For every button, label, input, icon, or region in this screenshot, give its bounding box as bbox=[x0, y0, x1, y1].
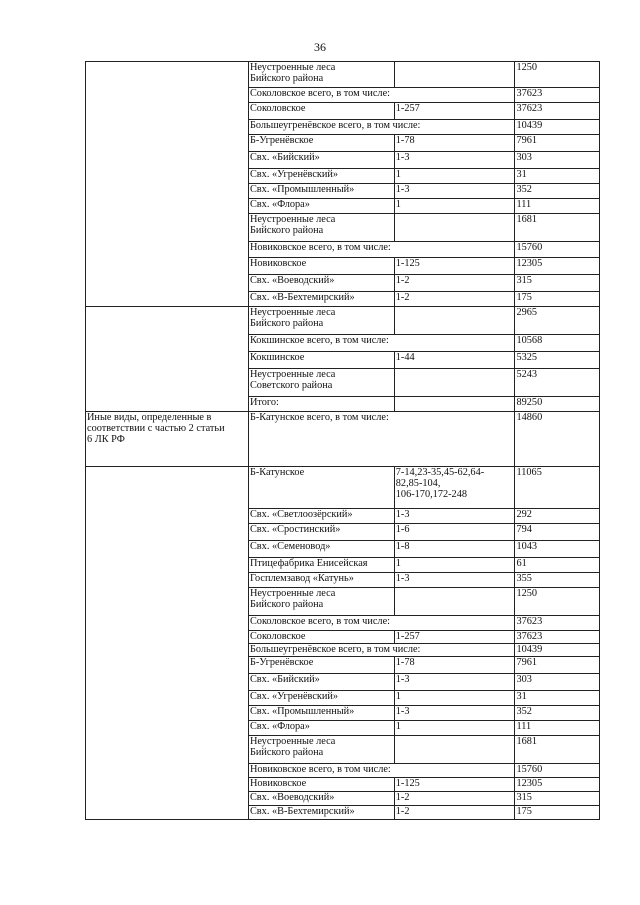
area-cell: 175 bbox=[515, 292, 600, 307]
table-row bbox=[86, 62, 600, 88]
area-cell: 10568 bbox=[515, 335, 600, 352]
area-cell: 1681 bbox=[515, 736, 600, 764]
area-cell: 315 bbox=[515, 275, 600, 292]
quarters-cell bbox=[394, 588, 515, 616]
quarters-cell: 1-78 bbox=[394, 657, 515, 674]
area-cell: 10439 bbox=[515, 644, 600, 657]
quarters-cell: 1-8 bbox=[394, 541, 515, 558]
forestry-name-cell: Свх. «Угренёвский» bbox=[248, 169, 394, 184]
area-cell: 5325 bbox=[515, 352, 600, 369]
forestry-name-cell: Свх. «Флора» bbox=[248, 721, 394, 736]
forestry-name-cell: Неустроенные леса Бийского района bbox=[248, 588, 394, 616]
forestry-table bbox=[85, 61, 600, 820]
forestry-total-cell: Соколовское всего, в том числе: bbox=[248, 88, 515, 103]
forestry-total-cell: Соколовское всего, в том числе: bbox=[248, 616, 515, 631]
area-cell: 10439 bbox=[515, 120, 600, 135]
quarters-cell bbox=[394, 307, 515, 335]
land-category-cell: Иные виды, определенные в соответствии с частью 2 статьи 6 ЛК РФ bbox=[86, 412, 249, 467]
area-cell: 352 bbox=[515, 706, 600, 721]
forestry-total-cell: Большеугренёвское всего, в том числе: bbox=[248, 120, 515, 135]
area-cell: 12305 bbox=[515, 258, 600, 275]
quarters-cell: 1-44 bbox=[394, 352, 515, 369]
area-cell: 12305 bbox=[515, 778, 600, 792]
forestry-name-cell: Кокшинское bbox=[248, 352, 394, 369]
area-cell: 31 bbox=[515, 169, 600, 184]
table-row bbox=[86, 412, 600, 467]
quarters-cell: 1-2 bbox=[394, 792, 515, 806]
quarters-cell: 7-14,23-35,45-62,64- 82,85-104, 106-170,172-248 bbox=[394, 467, 515, 509]
forestry-name-cell: Неустроенные леса Бийского района bbox=[248, 214, 394, 242]
land-category-cell bbox=[86, 467, 249, 820]
forestry-name-cell: Итого: bbox=[248, 397, 394, 412]
forestry-name-cell: Свх. «В-Бехтемирский» bbox=[248, 292, 394, 307]
area-cell: 15760 bbox=[515, 242, 600, 258]
forestry-total-cell: Новиковское всего, в том числе: bbox=[248, 764, 515, 778]
quarters-cell: 1-3 bbox=[394, 674, 515, 691]
forestry-name-cell: Б-Угренёвское bbox=[248, 657, 394, 674]
quarters-cell: 1-3 bbox=[394, 573, 515, 588]
area-cell: 1250 bbox=[515, 62, 600, 88]
forestry-name-cell: Неустроенные леса Бийского района bbox=[248, 736, 394, 764]
quarters-cell bbox=[394, 736, 515, 764]
forestry-name-cell: Б-Катунское bbox=[248, 467, 394, 509]
area-cell: 175 bbox=[515, 806, 600, 820]
area-cell: 37623 bbox=[515, 631, 600, 644]
forestry-name-cell: Неустроенные леса Бийского района bbox=[248, 307, 394, 335]
area-cell: 1043 bbox=[515, 541, 600, 558]
area-cell: 61 bbox=[515, 558, 600, 573]
area-cell: 37623 bbox=[515, 103, 600, 120]
area-cell: 1250 bbox=[515, 588, 600, 616]
area-cell: 2965 bbox=[515, 307, 600, 335]
area-cell: 89250 bbox=[515, 397, 600, 412]
quarters-cell: 1-3 bbox=[394, 152, 515, 169]
area-cell: 15760 bbox=[515, 764, 600, 778]
table-row bbox=[86, 307, 600, 335]
forestry-name-cell: Свх. «Промышленный» bbox=[248, 706, 394, 721]
area-cell: 5243 bbox=[515, 369, 600, 397]
quarters-cell: 1-3 bbox=[394, 706, 515, 721]
area-cell: 7961 bbox=[515, 135, 600, 152]
quarters-cell: 1-125 bbox=[394, 258, 515, 275]
forestry-name-cell: Новиковское bbox=[248, 778, 394, 792]
area-cell: 7961 bbox=[515, 657, 600, 674]
forestry-name-cell: Свх. «Воеводский» bbox=[248, 792, 394, 806]
area-cell: 315 bbox=[515, 792, 600, 806]
quarters-cell: 1-2 bbox=[394, 292, 515, 307]
forestry-name-cell: Б-Угренёвское bbox=[248, 135, 394, 152]
quarters-cell: 1 bbox=[394, 691, 515, 706]
forestry-name-cell: Свх. «В-Бехтемирский» bbox=[248, 806, 394, 820]
quarters-cell: 1-2 bbox=[394, 275, 515, 292]
quarters-cell bbox=[394, 214, 515, 242]
area-cell: 355 bbox=[515, 573, 600, 588]
forestry-name-cell: Свх. «Бийский» bbox=[248, 152, 394, 169]
quarters-cell: 1-78 bbox=[394, 135, 515, 152]
land-category-cell bbox=[86, 62, 249, 307]
table-row bbox=[86, 467, 600, 509]
area-cell: 352 bbox=[515, 184, 600, 199]
quarters-cell: 1-3 bbox=[394, 509, 515, 524]
area-cell: 111 bbox=[515, 721, 600, 736]
land-category-cell bbox=[86, 307, 249, 412]
quarters-cell: 1-3 bbox=[394, 184, 515, 199]
forestry-name-cell: Свх. «Семеновод» bbox=[248, 541, 394, 558]
quarters-cell: 1-257 bbox=[394, 103, 515, 120]
area-cell: 303 bbox=[515, 674, 600, 691]
area-cell: 303 bbox=[515, 152, 600, 169]
forestry-total-cell: Б-Катунское всего, в том числе: bbox=[248, 412, 515, 467]
forestry-total-cell: Новиковское всего, в том числе: bbox=[248, 242, 515, 258]
quarters-cell: 1 bbox=[394, 558, 515, 573]
forestry-total-cell: Кокшинское всего, в том числе: bbox=[248, 335, 515, 352]
forestry-name-cell: Свх. «Бийский» bbox=[248, 674, 394, 691]
forestry-name-cell: Свх. «Светлоозёрский» bbox=[248, 509, 394, 524]
forestry-name-cell: Госплемзавод «Катунь» bbox=[248, 573, 394, 588]
area-cell: 111 bbox=[515, 199, 600, 214]
quarters-cell: 1 bbox=[394, 169, 515, 184]
forestry-name-cell: Свх. «Сростинский» bbox=[248, 524, 394, 541]
area-cell: 1681 bbox=[515, 214, 600, 242]
forestry-name-cell: Свх. «Угренёвский» bbox=[248, 691, 394, 706]
forestry-name-cell: Неустроенные леса Советского района bbox=[248, 369, 394, 397]
forestry-name-cell: Соколовское bbox=[248, 103, 394, 120]
page-number: 36 bbox=[314, 40, 326, 54]
quarters-cell: 1-2 bbox=[394, 806, 515, 820]
quarters-cell bbox=[394, 62, 515, 88]
area-cell: 11065 bbox=[515, 467, 600, 509]
quarters-cell: 1-6 bbox=[394, 524, 515, 541]
quarters-cell: 1 bbox=[394, 199, 515, 214]
quarters-cell bbox=[394, 397, 515, 412]
forestry-name-cell: Соколовское bbox=[248, 631, 394, 644]
quarters-cell bbox=[394, 369, 515, 397]
area-cell: 292 bbox=[515, 509, 600, 524]
quarters-cell: 1-257 bbox=[394, 631, 515, 644]
forestry-name-cell: Птицефабрика Енисейская bbox=[248, 558, 394, 573]
forestry-name-cell: Новиковское bbox=[248, 258, 394, 275]
forestry-table-body bbox=[86, 62, 600, 820]
area-cell: 14860 bbox=[515, 412, 600, 467]
forestry-total-cell: Большеугренёвское всего, в том числе: bbox=[248, 644, 515, 657]
quarters-cell: 1-125 bbox=[394, 778, 515, 792]
area-cell: 37623 bbox=[515, 616, 600, 631]
area-cell: 31 bbox=[515, 691, 600, 706]
forestry-name-cell: Неустроенные леса Бийского района bbox=[248, 62, 394, 88]
area-cell: 37623 bbox=[515, 88, 600, 103]
forestry-name-cell: Свх. «Промышленный» bbox=[248, 184, 394, 199]
forestry-name-cell: Свх. «Воеводский» bbox=[248, 275, 394, 292]
forestry-name-cell: Свх. «Флора» bbox=[248, 199, 394, 214]
area-cell: 794 bbox=[515, 524, 600, 541]
quarters-cell: 1 bbox=[394, 721, 515, 736]
